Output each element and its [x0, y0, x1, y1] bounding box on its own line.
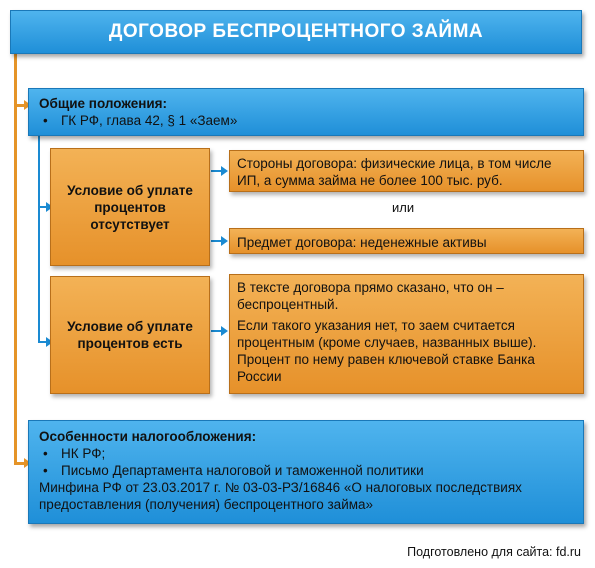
option-non-monetary: Предмет договора: неденежные активы — [229, 228, 584, 254]
general-provisions-panel — [28, 88, 584, 136]
condition-no-interest: Условие об уплате процентов отсутствует — [50, 148, 210, 266]
or-label: или — [392, 200, 415, 215]
condition-with-interest: Условие об уплате процентов есть — [50, 276, 210, 394]
taxation-heading: Особенности налогообложения: — [39, 429, 257, 444]
arrow-option-1 — [221, 166, 228, 176]
branch-connector — [38, 133, 40, 343]
with-interest-paragraph-2: Если такого указания нет, то заем считается процентным (кроме случаев, названных выше). Процент по нему равен ключевой ставке Банка России — [237, 318, 537, 384]
arrow-with-interest-text — [221, 326, 228, 336]
with-interest-paragraph-1: В тексте договора прямо сказано, что он – беспроцентный. — [237, 280, 504, 312]
taxation-letter-continuation: Минфина РФ от 23.03.2017 г. № 03-03-РЗ/16846 «О налоговых последствиях предоставления (получения) беспроцентного займа» — [39, 480, 522, 512]
taxation-panel — [28, 420, 584, 524]
source-credit: Подготовлено для сайта: fd.ru — [407, 545, 581, 559]
arrow-option-2 — [221, 236, 228, 246]
with-interest-description — [229, 274, 584, 394]
taxation-item-tax-code: • НК РФ; — [39, 445, 573, 462]
general-provisions-heading: Общие положения: — [39, 96, 168, 111]
taxation-item-letter: • Письмо Департамента налоговой и таможенной политики — [39, 462, 573, 479]
page-title: ДОГОВОР БЕСПРОЦЕНТНОГО ЗАЙМА — [10, 10, 582, 54]
main-connector — [14, 54, 17, 464]
option-individuals: Стороны договора: физические лица, в том числе ИП, а сумма займа не более 100 тыс. руб. — [229, 150, 584, 192]
general-provisions-item: • ГК РФ, глава 42, § 1 «Заем» — [39, 112, 573, 129]
